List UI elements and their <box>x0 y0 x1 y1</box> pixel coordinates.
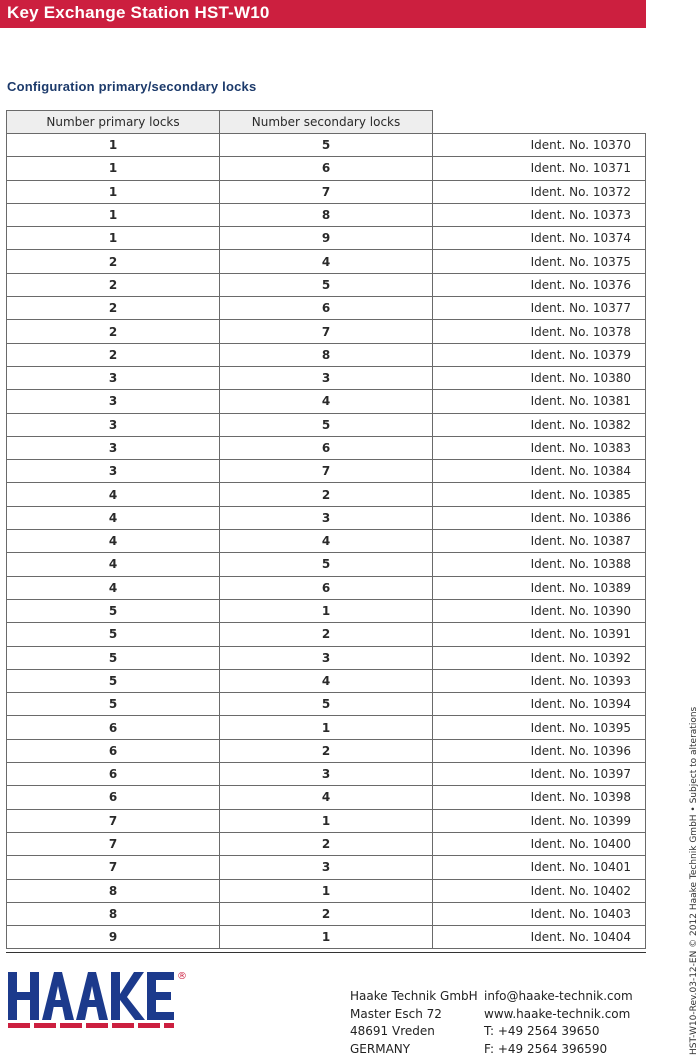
primary-lock-count: 6 <box>7 763 220 786</box>
primary-lock-count: 3 <box>7 366 220 389</box>
primary-lock-count: 9 <box>7 926 220 949</box>
haake-logo <box>6 968 186 1034</box>
company-name: Haake Technik GmbH <box>350 989 478 1003</box>
primary-lock-count: 4 <box>7 576 220 599</box>
secondary-lock-count: 5 <box>220 693 433 716</box>
secondary-lock-count: 1 <box>220 599 433 622</box>
table-row <box>7 203 646 226</box>
secondary-lock-count: 9 <box>220 227 433 250</box>
ident-number: Ident. No. 10385 <box>433 483 646 506</box>
secondary-lock-count: 3 <box>220 646 433 669</box>
primary-lock-count: 5 <box>7 669 220 692</box>
ident-number: Ident. No. 10373 <box>433 203 646 226</box>
secondary-lock-count: 2 <box>220 739 433 762</box>
primary-lock-count: 8 <box>7 879 220 902</box>
primary-lock-count: 4 <box>7 530 220 553</box>
ident-number: Ident. No. 10402 <box>433 879 646 902</box>
secondary-lock-count: 4 <box>220 786 433 809</box>
ident-number: Ident. No. 10383 <box>433 436 646 459</box>
document-title: Key Exchange Station HST-W10 <box>7 3 270 22</box>
company-contact <box>484 988 633 1058</box>
table-row <box>7 669 646 692</box>
primary-lock-count: 1 <box>7 157 220 180</box>
table-row <box>7 436 646 459</box>
table-row <box>7 157 646 180</box>
table-row <box>7 390 646 413</box>
primary-lock-count: 3 <box>7 390 220 413</box>
primary-lock-count: 6 <box>7 786 220 809</box>
ident-number: Ident. No. 10391 <box>433 623 646 646</box>
table-row <box>7 739 646 762</box>
secondary-lock-count: 2 <box>220 902 433 925</box>
secondary-lock-count: 4 <box>220 250 433 273</box>
ident-number: Ident. No. 10395 <box>433 716 646 739</box>
table-row <box>7 809 646 832</box>
table-row <box>7 693 646 716</box>
primary-lock-count: 6 <box>7 739 220 762</box>
table-row <box>7 343 646 366</box>
ident-number: Ident. No. 10389 <box>433 576 646 599</box>
primary-lock-count: 2 <box>7 320 220 343</box>
primary-lock-count: 2 <box>7 273 220 296</box>
title-bar <box>0 0 646 28</box>
phone-number: T: +49 2564 39650 <box>484 1024 600 1038</box>
primary-lock-count: 2 <box>7 250 220 273</box>
city: 48691 Vreden <box>350 1024 435 1038</box>
ident-number: Ident. No. 10378 <box>433 320 646 343</box>
ident-number: Ident. No. 10394 <box>433 693 646 716</box>
ident-number: Ident. No. 10390 <box>433 599 646 622</box>
ident-number: Ident. No. 10381 <box>433 390 646 413</box>
secondary-lock-count: 1 <box>220 809 433 832</box>
ident-number: Ident. No. 10384 <box>433 460 646 483</box>
table-row <box>7 506 646 529</box>
table-row <box>7 297 646 320</box>
primary-lock-count: 7 <box>7 809 220 832</box>
primary-lock-count: 5 <box>7 693 220 716</box>
table-row <box>7 413 646 436</box>
ident-number: Ident. No. 10393 <box>433 669 646 692</box>
ident-number: Ident. No. 10396 <box>433 739 646 762</box>
secondary-lock-count: 6 <box>220 576 433 599</box>
company-address <box>350 988 478 1058</box>
table-row <box>7 483 646 506</box>
primary-lock-count: 7 <box>7 856 220 879</box>
table-row <box>7 227 646 250</box>
primary-lock-count: 3 <box>7 460 220 483</box>
table-row <box>7 763 646 786</box>
secondary-lock-count: 7 <box>220 320 433 343</box>
table-row <box>7 879 646 902</box>
secondary-lock-count: 1 <box>220 716 433 739</box>
ident-number: Ident. No. 10374 <box>433 227 646 250</box>
primary-lock-count: 1 <box>7 227 220 250</box>
column-header-primary: Number primary locks <box>7 111 220 134</box>
ident-number: Ident. No. 10370 <box>433 134 646 157</box>
secondary-lock-count: 3 <box>220 763 433 786</box>
secondary-lock-count: 5 <box>220 413 433 436</box>
ident-number: Ident. No. 10371 <box>433 157 646 180</box>
ident-number: Ident. No. 10388 <box>433 553 646 576</box>
ident-number: Ident. No. 10401 <box>433 856 646 879</box>
table-row <box>7 623 646 646</box>
table-row <box>7 553 646 576</box>
ident-number: Ident. No. 10403 <box>433 902 646 925</box>
primary-lock-count: 2 <box>7 343 220 366</box>
ident-number: Ident. No. 10380 <box>433 366 646 389</box>
ident-number: Ident. No. 10387 <box>433 530 646 553</box>
table-row <box>7 320 646 343</box>
primary-lock-count: 3 <box>7 436 220 459</box>
secondary-lock-count: 4 <box>220 669 433 692</box>
fax-number: F: +49 2564 396590 <box>484 1041 608 1056</box>
table-row <box>7 926 646 949</box>
table-row <box>7 646 646 669</box>
primary-lock-count: 2 <box>7 297 220 320</box>
table-row <box>7 180 646 203</box>
table-row <box>7 460 646 483</box>
street: Master Esch 72 <box>350 1006 442 1021</box>
ident-number: Ident. No. 10377 <box>433 297 646 320</box>
primary-lock-count: 8 <box>7 902 220 925</box>
table-row <box>7 134 646 157</box>
email-link[interactable]: info@haake-technik.com <box>484 989 633 1003</box>
primary-lock-count: 5 <box>7 599 220 622</box>
primary-lock-count: 7 <box>7 832 220 855</box>
ident-number: Ident. No. 10392 <box>433 646 646 669</box>
primary-lock-count: 1 <box>7 180 220 203</box>
secondary-lock-count: 1 <box>220 926 433 949</box>
secondary-lock-count: 4 <box>220 390 433 413</box>
secondary-lock-count: 4 <box>220 530 433 553</box>
secondary-lock-count: 3 <box>220 366 433 389</box>
secondary-lock-count: 6 <box>220 297 433 320</box>
primary-lock-count: 4 <box>7 483 220 506</box>
revision-note: HST-W10-Rev.03-12-EN © 2012 Haake Technik GmbH • Subject to alterations <box>689 706 699 1055</box>
ident-number: Ident. No. 10400 <box>433 832 646 855</box>
secondary-lock-count: 6 <box>220 157 433 180</box>
website-link[interactable]: www.haake-technik.com <box>484 1006 631 1021</box>
table-row <box>7 902 646 925</box>
table-row <box>7 716 646 739</box>
secondary-lock-count: 2 <box>220 832 433 855</box>
primary-lock-count: 5 <box>7 646 220 669</box>
registered-mark: ® <box>177 971 186 982</box>
secondary-lock-count: 5 <box>220 553 433 576</box>
table-row <box>7 366 646 389</box>
secondary-lock-count: 3 <box>220 506 433 529</box>
table-row <box>7 786 646 809</box>
secondary-lock-count: 1 <box>220 879 433 902</box>
table-row <box>7 856 646 879</box>
secondary-lock-count: 5 <box>220 134 433 157</box>
ident-number: Ident. No. 10386 <box>433 506 646 529</box>
secondary-lock-count: 2 <box>220 623 433 646</box>
secondary-lock-count: 6 <box>220 436 433 459</box>
country: GERMANY <box>350 1041 411 1056</box>
table-row <box>7 250 646 273</box>
secondary-lock-count: 8 <box>220 203 433 226</box>
secondary-lock-count: 5 <box>220 273 433 296</box>
primary-lock-count: 1 <box>7 134 220 157</box>
ident-number: Ident. No. 10375 <box>433 250 646 273</box>
secondary-lock-count: 2 <box>220 483 433 506</box>
footer-divider <box>6 952 646 953</box>
table-body <box>7 134 646 949</box>
ident-number: Ident. No. 10398 <box>433 786 646 809</box>
ident-number: Ident. No. 10404 <box>433 926 646 949</box>
primary-lock-count: 6 <box>7 716 220 739</box>
ident-number: Ident. No. 10372 <box>433 180 646 203</box>
primary-lock-count: 3 <box>7 413 220 436</box>
table-header-row <box>7 111 646 134</box>
column-header-blank <box>433 111 646 134</box>
table-row <box>7 530 646 553</box>
primary-lock-count: 4 <box>7 506 220 529</box>
primary-lock-count: 4 <box>7 553 220 576</box>
secondary-lock-count: 3 <box>220 856 433 879</box>
table-row <box>7 599 646 622</box>
table-row <box>7 273 646 296</box>
column-header-secondary: Number secondary locks <box>220 111 433 134</box>
ident-number: Ident. No. 10376 <box>433 273 646 296</box>
table-row <box>7 576 646 599</box>
secondary-lock-count: 7 <box>220 180 433 203</box>
configuration-table <box>6 110 646 949</box>
primary-lock-count: 1 <box>7 203 220 226</box>
secondary-lock-count: 8 <box>220 343 433 366</box>
table-row <box>7 832 646 855</box>
ident-number: Ident. No. 10397 <box>433 763 646 786</box>
ident-number: Ident. No. 10382 <box>433 413 646 436</box>
ident-number: Ident. No. 10399 <box>433 809 646 832</box>
section-title: Configuration primary/secondary locks <box>7 79 257 94</box>
ident-number: Ident. No. 10379 <box>433 343 646 366</box>
secondary-lock-count: 7 <box>220 460 433 483</box>
primary-lock-count: 5 <box>7 623 220 646</box>
